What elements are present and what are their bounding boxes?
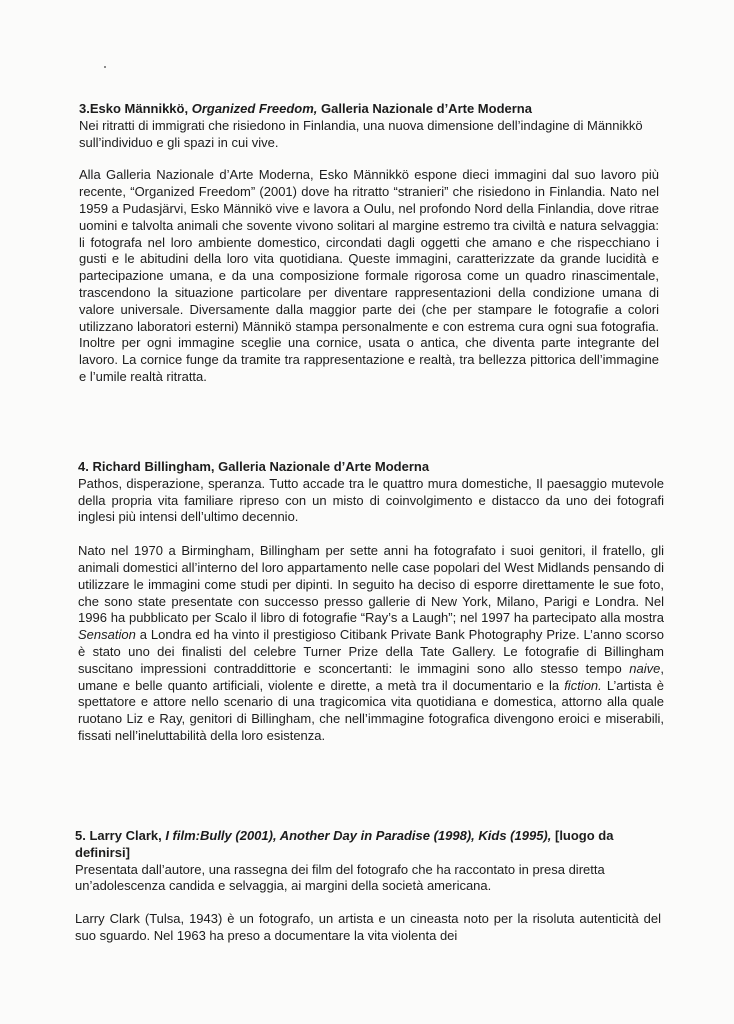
section-billingham [78, 459, 664, 745]
body-italic-text: naive [629, 660, 661, 676]
body-text: a Londra ed ha vinto il prestigioso Citibank Private Bank Photography Prize. L’anno scorso è stato uno dei finalisti del celebre Turner Prize della Tate Gallery. Le fotografie di Billingham suscitano impressioni contraddittorie e sconcertanti: le immagini sono allo stesso tempo [78, 627, 664, 676]
heading-text: 5. Larry Clark, [75, 828, 166, 843]
body-italic-text: fiction. [564, 677, 602, 693]
section-heading: 4. Richard Billingham, Galleria Nazionale d’Arte Moderna [78, 459, 430, 474]
heading-text: Galleria Nazionale d’Arte Moderna [317, 101, 532, 116]
heading-text: [luogo da definirsi] [75, 828, 614, 860]
body-text: L’artista è spettatore e attore nello scenario di una tragicomica vita quotidiana e domestica, attorno alla quale ruotano Liz e Ray, genitori di Billingham, che nell’immagine fotografica divengono eroici e miserabili, fissati nell’ineluttabilità della loro esistenza. [78, 677, 664, 743]
section-body: Larry Clark (Tulsa, 1943) è un fotografo, un artista e un cineasta noto per la risoluta autenticità del suo sguardo. Nel 1963 ha preso a documentare la vita violenta dei [75, 911, 661, 943]
scan-speck [104, 66, 106, 68]
body-italic-text: Sensation [78, 627, 136, 643]
heading-italic-text: Organized Freedom, [191, 101, 318, 116]
section-body: Alla Galleria Nazionale d’Arte Moderna, Esko Männikkö espone dieci immagini dal suo lavoro più recente, “Organized Freedom” (2001) dove ha ritratto “stranieri” che risiedono in Finlandia. Nato nel 1959 a Pudasjärvi, Esko Männikö vive e lavora a Oulu, nel profondo Nord della Finlandia, dove ritrae uomini e talvolta animali che sovente vivono solitari al margine estremo tra civiltà e natura selvaggia: li fotografa nel loro ambiente domestico, circondati dagli oggetti che amano e che rispecchiano i gusti e le abitudini della loro vita quotidiana. Queste immagini, caratterizzate da grande lucidità e partecipazione umana, e da una composizione formale rigorosa come un quadro rinascimentale, trascendono la situazione particolare per diventare rappresentazioni della condizione umana di valore universale. Diversamente dalla maggior parte dei (che per stampare le fotografie a colori utilizzano laboratori esterni) Männikö stampa personalmente e con estrema cura ogni sua fotografia. Inoltre per ogni immagine sceglie una cornice, usata o antica, che diventa parte integrante del lavoro. La cornice funge da tramite tra rappresentazione e realtà, tra bellezza pittorica dell’immagine e l’umile realtà ritratta. [79, 167, 659, 384]
section-clark [75, 828, 661, 945]
section-heading [75, 828, 661, 862]
section-subtitle: Presentata dall’autore, una rassegna dei film del fotografo che ha raccontato in presa diretta un’adolescenza candida e selvaggia, ai margini della società americana. [75, 861, 605, 894]
body-text: Nato nel 1970 a Birmingham, Billingham per sette anni ha fotografato i suoi genitori, il fratello, gli animali domestici all’interno del loro appartamento nelle case popolari del West Midlands pensando di utilizzare le immagini come studi per dipinti. In seguito ha deciso di esporre direttamente le sue foto, che sono state presentate con successo presso gallerie di New York, Milano, Parigi e Londra. Nel 1996 ha pubblicato per Scalo il libro di fotografie “Ray’s a Laugh”; nel 1997 ha partecipato alla mostra [78, 543, 664, 626]
heading-italic-text: I film:Bully (2001), Another Day in Paradise (1998), Kids (1995), [165, 828, 552, 843]
body-text: , umane e belle quanto artificiali, violente e dirette, a metà tra il documentario e la [78, 660, 664, 693]
section-subtitle: Pathos, disperazione, speranza. Tutto accade tra le quattro mura domestiche, Il paesaggio mutevole della propria vita familiare ripreso con un misto di coinvolgimento e distacco da uno dei fotografi inglesi più intensi dell’ultimo decennio. [78, 475, 664, 525]
section-subtitle: Nei ritratti di immigrati che risiedono in Finlandia, una nuova dimensione dell’indagine di Männikkö sull’individuo e gli spazi in cui vive. [79, 117, 643, 150]
section-body [78, 543, 664, 745]
section-mannikko [79, 101, 659, 386]
section-heading [79, 101, 659, 118]
heading-text: 3.Esko Männikkö, [79, 101, 192, 116]
